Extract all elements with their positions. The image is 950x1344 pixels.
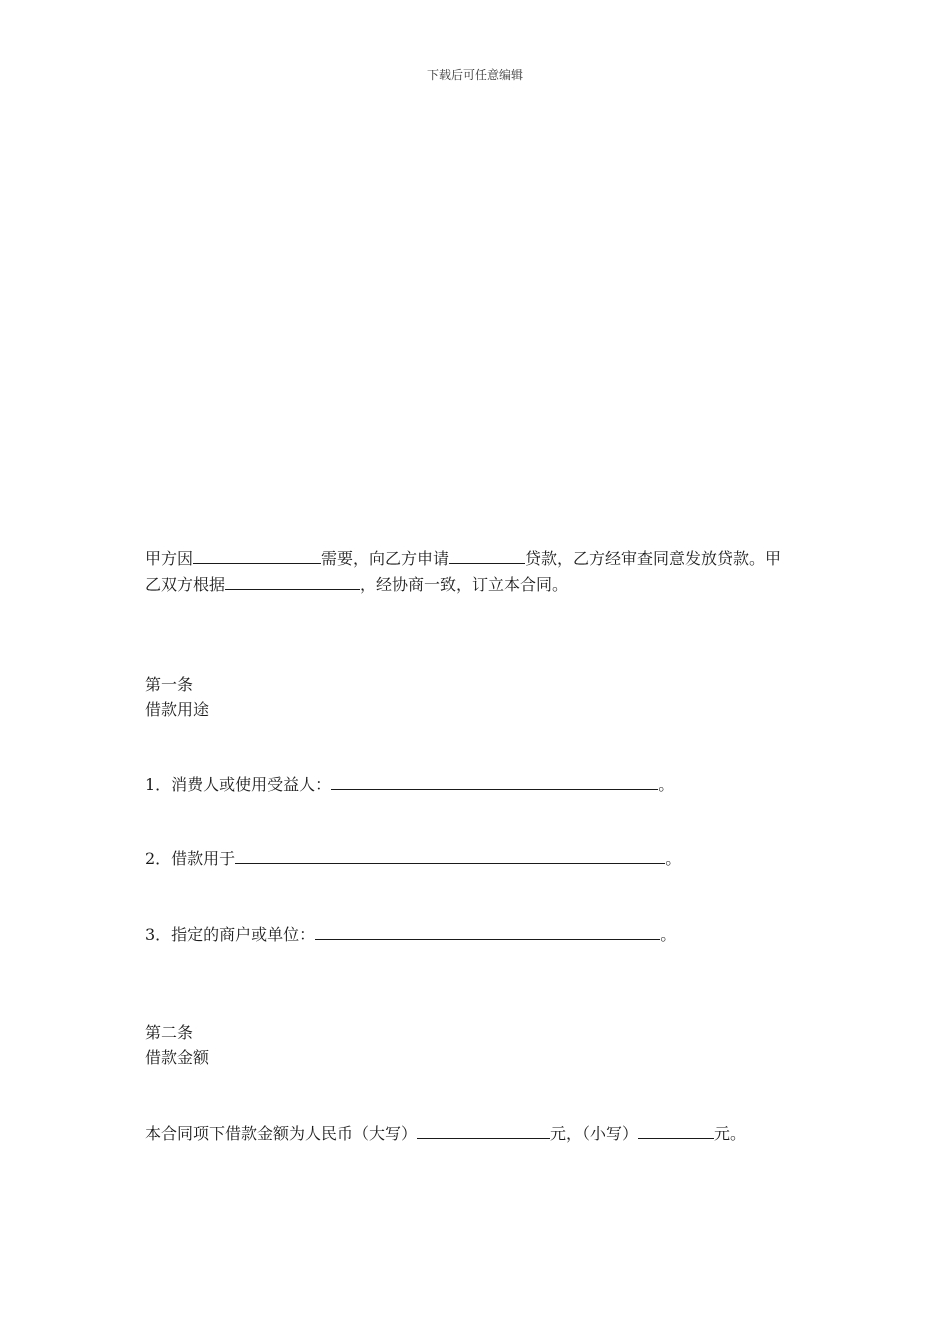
amount-text: 本合同项下借款金额为人民币（大写） [145, 1124, 418, 1143]
preamble-text: 甲方因 [145, 549, 194, 568]
preamble-text: 需要，向乙方申请 [321, 549, 450, 568]
item-end: 。 [660, 925, 677, 944]
item-label: 1．消费人或使用受益人： [145, 775, 332, 794]
amount-text: 元。 [714, 1124, 747, 1143]
preamble-line-2 [145, 575, 568, 595]
item-label: 2．借款用于 [145, 849, 236, 868]
purpose-blank[interactable] [193, 549, 321, 564]
amount-uppercase-blank[interactable] [417, 1124, 550, 1139]
loan-use-blank[interactable] [235, 849, 665, 864]
loan-type-blank[interactable] [449, 549, 525, 564]
article-2-number: 第二条 [145, 1023, 194, 1042]
item-end: 。 [658, 775, 675, 794]
article-1-title: 借款用途 [145, 700, 210, 719]
preamble-text: 乙双方根据 [145, 575, 226, 594]
preamble-text: 贷款，乙方经审查同意发放贷款。甲 [525, 549, 782, 568]
article-1-number: 第一条 [145, 675, 194, 694]
basis-blank[interactable] [225, 575, 360, 590]
item-label: 3．指定的商户或单位： [145, 925, 316, 944]
article-2-title: 借款金额 [145, 1048, 210, 1067]
loan-amount-line [145, 1124, 746, 1144]
beneficiary-blank[interactable] [331, 775, 658, 790]
amount-text: 元，（小写） [550, 1124, 639, 1143]
article-1-item-2 [145, 849, 681, 869]
article-1-item-3 [145, 925, 676, 945]
preamble-text: ，经协商一致，订立本合同。 [360, 575, 569, 594]
preamble-line-1 [145, 549, 781, 569]
merchant-blank[interactable] [315, 925, 660, 940]
article-1-item-1 [145, 775, 674, 795]
header-note: 下载后可任意编辑 [426, 68, 523, 82]
amount-numeric-blank[interactable] [638, 1124, 714, 1139]
item-end: 。 [665, 849, 682, 868]
